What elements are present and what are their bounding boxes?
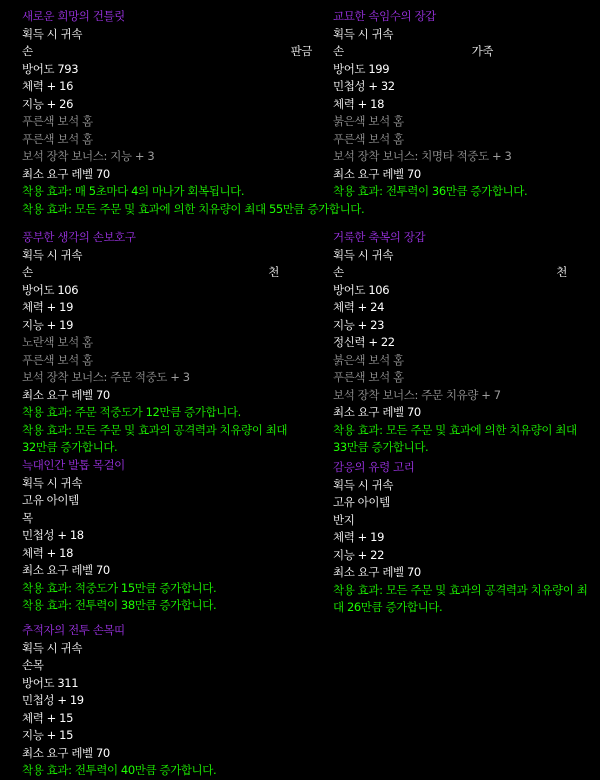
item-unique: 고유 아이템: [22, 493, 79, 507]
item-armor-type: 천: [556, 265, 567, 279]
item-binding: 획득 시 귀속: [333, 26, 394, 41]
item-tooltip-worgen-claw-necklace: [22, 457, 282, 615]
item-socket: 푸른색 보석 홈: [333, 131, 404, 146]
item-socket: 푸른색 보석 홈: [22, 131, 93, 146]
item-slot: 손: [333, 44, 344, 58]
item-required-level: 최소 요구 레벨 70: [22, 563, 110, 577]
item-socket: 붉은색 보석 홈: [333, 114, 404, 128]
item-required-level: 최소 요구 레벨 70: [333, 405, 421, 419]
item-stat: 민첩성 + 19: [22, 693, 84, 707]
item-stat: 체력 + 24: [333, 300, 384, 314]
item-slot: 목: [22, 510, 33, 525]
item-stat: 체력 + 16: [22, 79, 73, 93]
item-stat: 지능 + 22: [333, 547, 384, 562]
item-equip-effect: 착용 효과: 주문 적중도가 12만큼 증가합니다.: [22, 405, 241, 419]
item-binding: 획득 시 귀속: [22, 640, 83, 655]
item-stat: 체력 + 15: [22, 710, 73, 725]
item-equip-effect: 착용 효과: 모든 주문 및 효과에 의한 치유량이 최대 55만큼 증가합니다.: [22, 201, 365, 216]
item-equip-effect: 착용 효과: 모든 주문 및 효과의 공격력과 치유량이 최대 26만큼 증가합니다.: [333, 582, 588, 614]
item-name[interactable]: 추적자의 전투 손목띠: [22, 623, 125, 637]
item-name[interactable]: 거룩한 축복의 장갑: [333, 230, 426, 244]
item-slot-row: [22, 43, 312, 61]
item-stat: 체력 + 19: [333, 530, 384, 544]
item-tooltip-handguards-abundant-thought: [22, 229, 288, 457]
item-required-level: 최소 요구 레벨 70: [22, 387, 110, 402]
item-stat: 체력 + 18: [22, 545, 73, 560]
item-stat: 민첩성 + 18: [22, 528, 84, 542]
item-slot: 손: [333, 265, 344, 279]
item-name[interactable]: 늑대인간 발톱 목걸이: [22, 458, 125, 472]
item-socket-bonus: 보석 장착 보너스: 지능 + 3: [22, 149, 155, 163]
item-binding: 획득 시 귀속: [22, 26, 83, 41]
item-slot-row: [333, 43, 493, 61]
item-equip-effect: 착용 효과: 전투력이 38만큼 증가합니다.: [22, 598, 217, 612]
item-armor-type: 판금: [290, 44, 312, 58]
item-armor: 방어도 106: [333, 282, 390, 297]
item-required-level: 최소 요구 레벨 70: [22, 166, 110, 181]
item-slot-row: [333, 264, 567, 282]
item-name[interactable]: 감응의 유령 고리: [333, 460, 415, 474]
item-equip-effect: 착용 효과: 모든 주문 및 효과의 공격력과 치유량이 최대 32만큼 증가합니다.: [22, 422, 288, 454]
item-stat: 지능 + 19: [22, 317, 73, 332]
item-armor: 방어도 793: [22, 61, 79, 76]
item-binding: 획득 시 귀속: [333, 247, 394, 262]
item-tooltip-spectral-band: [333, 459, 593, 617]
item-slot: 손: [22, 265, 33, 279]
item-armor: 방어도 311: [22, 675, 79, 690]
item-binding: 획득 시 귀속: [333, 477, 394, 492]
item-stat: 정신력 + 22: [333, 335, 395, 349]
item-equip-effect: 착용 효과: 매 5초마다 4의 마나가 회복됩니다.: [22, 184, 245, 198]
item-binding: 획득 시 귀속: [22, 247, 83, 262]
item-stat: 지능 + 26: [22, 96, 73, 111]
item-tooltip-stalker-bracers: [22, 622, 282, 780]
item-socket-bonus: 보석 장착 보너스: 주문 치유량 + 7: [333, 387, 501, 402]
item-slot: 반지: [333, 512, 355, 527]
item-name[interactable]: 풍부한 생각의 손보호구: [22, 230, 136, 244]
item-stat: 지능 + 15: [22, 728, 73, 742]
item-stat: 체력 + 19: [22, 300, 73, 314]
item-required-level: 최소 요구 레벨 70: [333, 565, 421, 579]
item-name[interactable]: 새로운 희망의 건틀릿: [22, 9, 125, 23]
item-tooltip-gloves-trickery: [333, 8, 528, 201]
item-socket: 노란색 보석 홈: [22, 335, 93, 349]
item-equip-effect: 착용 효과: 적중도가 15만큼 증가합니다.: [22, 580, 217, 595]
item-socket: 붉은색 보석 홈: [333, 352, 404, 367]
item-binding: 획득 시 귀속: [22, 475, 83, 490]
item-stat: 체력 + 18: [333, 96, 384, 111]
item-name[interactable]: 교묘한 속임수의 장갑: [333, 9, 436, 23]
item-slot-row: [22, 264, 279, 282]
item-socket-bonus: 보석 장착 보너스: 치명타 적중도 + 3: [333, 149, 512, 163]
item-slot: 손목: [22, 658, 44, 672]
item-equip-effect: 착용 효과: 모든 주문 및 효과에 의한 치유량이 최대 33만큼 증가합니다.: [333, 422, 577, 454]
item-equip-effect: 착용 효과: 전투력이 40만큼 증가합니다.: [22, 763, 217, 777]
item-required-level: 최소 요구 레벨 70: [333, 166, 421, 181]
item-socket: 푸른색 보석 홈: [333, 370, 404, 384]
item-tooltip-gloves-holy-blessing: [333, 229, 577, 457]
item-armor-type: 가죽: [471, 44, 493, 58]
item-armor: 방어도 199: [333, 61, 390, 76]
item-equip-effect: 착용 효과: 전투력이 36만큼 증가합니다.: [333, 184, 528, 198]
item-stat: 지능 + 23: [333, 317, 384, 332]
item-unique: 고유 아이템: [333, 495, 390, 509]
item-slot: 손: [22, 44, 33, 58]
item-socket: 푸른색 보석 홈: [22, 352, 93, 367]
item-armor-type: 천: [268, 265, 279, 279]
item-socket: 푸른색 보석 홈: [22, 114, 93, 128]
item-armor: 방어도 106: [22, 282, 79, 297]
item-stat: 민첩성 + 32: [333, 79, 395, 93]
item-socket-bonus: 보석 장착 보너스: 주문 적중도 + 3: [22, 370, 190, 384]
item-required-level: 최소 요구 레벨 70: [22, 745, 110, 760]
